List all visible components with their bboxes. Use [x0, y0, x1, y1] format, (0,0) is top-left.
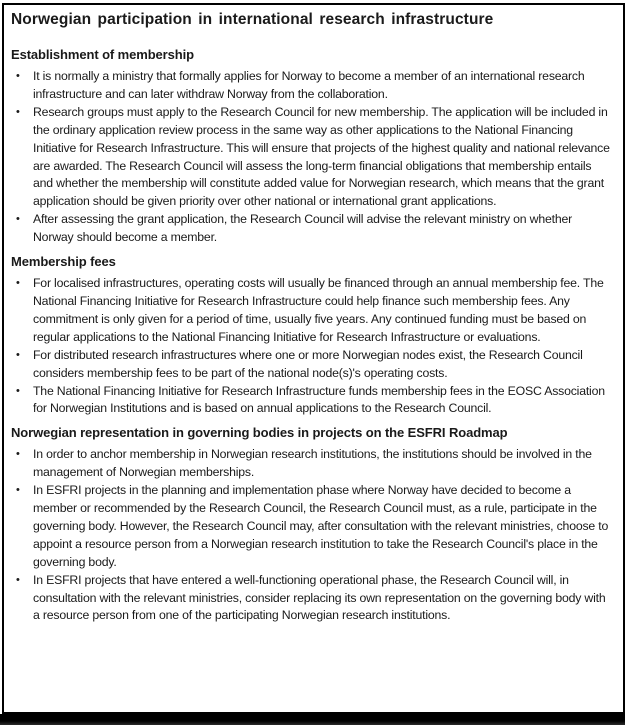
- bullet-text: For distributed research infrastructures where one or more Norwegian nodes exist, the Research Council considers membership fees to be part of the national node(s)'s operating costs.: [33, 347, 583, 380]
- section-heading: Establishment of membership: [11, 47, 194, 62]
- bullet-text: The National Financing Initiative for Research Infrastructure funds membership fees in the EOSC Association for Norwegian Institutions and is based on annual applications to the Research Council.: [33, 383, 605, 416]
- bullet-item: [16, 68, 614, 104]
- bullet-list: [11, 446, 614, 625]
- document-title: Norwegian participation in international research infrastructure: [11, 11, 494, 28]
- bullet-item: [16, 446, 614, 482]
- document-body: [11, 46, 614, 625]
- bullet-icon: •: [16, 70, 20, 82]
- bullet-item: [16, 572, 614, 626]
- bullet-icon: •: [16, 348, 20, 361]
- document-section: [11, 46, 614, 247]
- bullet-item: [16, 104, 614, 211]
- bullet-list: [11, 275, 614, 418]
- bullet-text: For localised infrastructures, operating costs will usually be financed through an annual membership fee. The National Financing Initiative for Research Infrastructure could help finance such membership fees. Any commitment is only given for a period of time, usually five years. Any continued funding must be based on regular applications to the National Financing Initiative for Research Infrastructure or evaluations.: [33, 276, 604, 344]
- bullet-item: [16, 482, 614, 572]
- bullet-icon: •: [16, 105, 20, 118]
- bullet-icon: •: [16, 484, 20, 497]
- section-heading: Membership fees: [11, 254, 116, 270]
- bullet-text: In order to anchor membership in Norwegian research institutions, the institutions should be involved in the management of Norwegian memberships.: [33, 447, 592, 480]
- document-section: [11, 253, 614, 418]
- bullet-text: In ESFRI projects in the planning and implementation phase where Norway have decided to become a member or recommended by the Research Council, the Research Council must, as a rule, participate in the governing body. However, the Research Council may, after consultation with the relevant ministries, choose to appoint a resource person from a Norwegian research institution to take the Research Council's place in the governing body.: [33, 483, 609, 569]
- bullet-item: [16, 211, 614, 247]
- bullet-icon: •: [16, 277, 20, 290]
- bullet-item: [16, 275, 614, 347]
- section-heading: Norwegian representation in governing bodies in projects on the ESFRI Roadmap: [11, 425, 508, 441]
- bullet-item: [16, 383, 614, 419]
- bullet-icon: •: [16, 448, 20, 461]
- document-section: [11, 424, 614, 625]
- document-frame: [2, 3, 625, 714]
- bullet-list: [11, 68, 614, 247]
- page-bottom-shadow: [0, 714, 625, 725]
- bullet-icon: •: [16, 573, 20, 586]
- bullet-text: After assessing the grant application, the Research Council will advise the relevant ministry on whether Norway should become a member.: [33, 212, 572, 245]
- bullet-text: It is normally a ministry that formally applies for Norway to become a member of an international research infrastructure and can later withdraw Norway from the collaboration.: [33, 69, 585, 101]
- bullet-icon: •: [16, 384, 20, 397]
- bullet-text: In ESFRI projects that have entered a well-functioning operational phase, the Research Council will, in consultation with the relevant ministries, consider replacing its own representation on the governing body with a resource person from one of the participating Norwegian research institutions.: [33, 572, 606, 623]
- bullet-text: Research groups must apply to the Research Council for new membership. The application will be included in the ordinary application review process in the same way as other applications to the National Financing Initiative for Research Infrastructure. This will ensure that projects of the highest quality and national relevance are awarded. The Research Council will assess the long-term financial obligations that membership entails and whether the membership will constitute added value for Norwegian research, which means that the grant application should be given priority over other national or international grant applications.: [33, 104, 610, 209]
- bullet-icon: •: [16, 213, 20, 226]
- bullet-item: [16, 347, 614, 383]
